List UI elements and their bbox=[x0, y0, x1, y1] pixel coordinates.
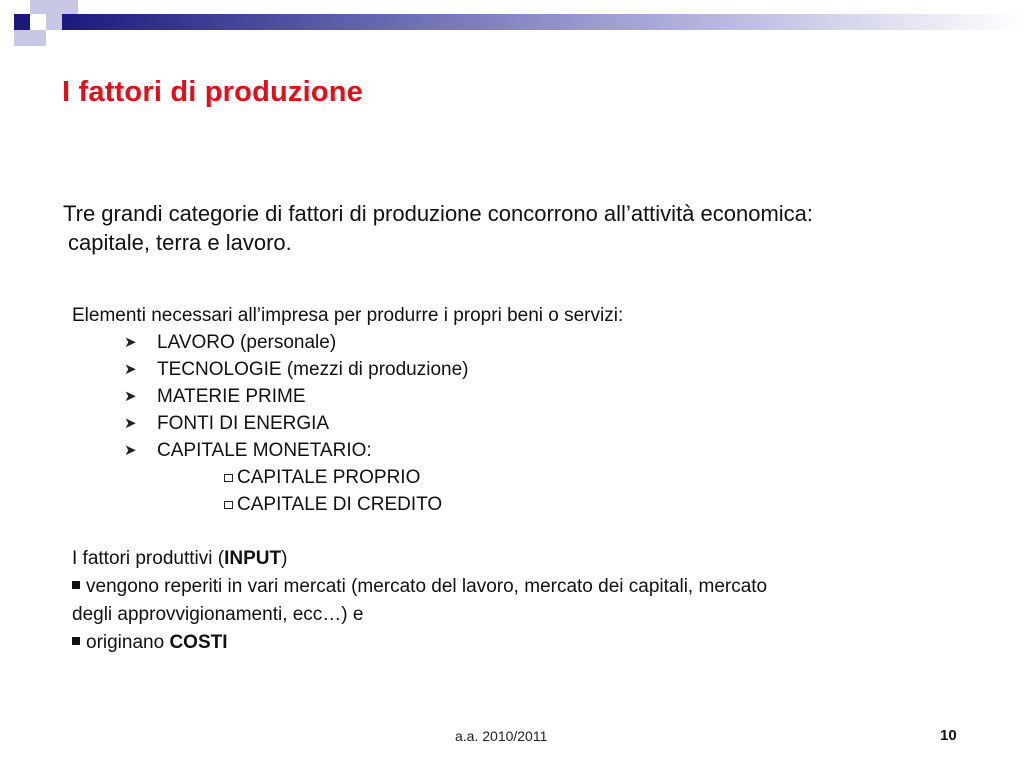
elements-lead: Elementi necessari all’impresa per produrre i propri beni o servizi: bbox=[72, 305, 624, 326]
slide-title: I fattori di produzione bbox=[62, 76, 364, 108]
arrow-bullet-icon: ➤ bbox=[124, 388, 137, 405]
sub-list-item bbox=[72, 491, 623, 518]
inputs-point-2-text: originano bbox=[86, 632, 170, 653]
slide-number: 10 bbox=[940, 727, 957, 744]
list-item bbox=[72, 410, 623, 437]
list-item bbox=[72, 329, 623, 356]
list-item bbox=[72, 356, 623, 383]
intro-line-1: Tre grandi categorie di fattori di produzione concorrono all’attività economica: bbox=[63, 201, 814, 226]
hollow-square-bullet-icon bbox=[224, 474, 233, 482]
header-decoration bbox=[0, 0, 1024, 60]
list-item-label: LAVORO (personale) bbox=[157, 332, 337, 353]
inputs-lead-text: I fattori produttivi ( bbox=[72, 548, 225, 569]
sub-list-item-label: CAPITALE PROPRIO bbox=[237, 467, 421, 488]
inputs-lead bbox=[72, 545, 952, 573]
list-item-label: MATERIE PRIME bbox=[157, 386, 306, 407]
list-item bbox=[72, 383, 623, 410]
inputs-lead-close: ) bbox=[281, 548, 288, 569]
inputs-point-1 bbox=[72, 573, 952, 601]
list-item bbox=[72, 437, 623, 464]
arrow-bullet-icon: ➤ bbox=[124, 334, 137, 351]
list-item-label: TECNOLOGIE (mezzi di produzione) bbox=[157, 359, 469, 380]
inputs-point-2 bbox=[72, 629, 952, 657]
intro-line-2: capitale, terra e lavoro. bbox=[68, 230, 292, 255]
hollow-square-bullet-icon bbox=[224, 501, 233, 509]
inputs-point-2-bold: COSTI bbox=[169, 632, 228, 653]
inputs-section bbox=[72, 545, 952, 657]
inputs-point-1-cont: degli approvvigionamenti, ecc…) e bbox=[72, 604, 364, 625]
sub-list-item bbox=[72, 464, 623, 491]
inputs-lead-bold: INPUT bbox=[224, 548, 282, 569]
arrow-bullet-icon: ➤ bbox=[124, 361, 137, 378]
filled-square-bullet-icon bbox=[72, 637, 80, 645]
inputs-point-1-text: vengono reperiti in vari mercati (mercato del lavoro, mercato dei capitali, mercato bbox=[86, 576, 768, 597]
list-item-label: FONTI DI ENERGIA bbox=[157, 413, 330, 434]
sub-list-item-label: CAPITALE DI CREDITO bbox=[237, 494, 443, 515]
footer-academic-year: a.a. 2010/2011 bbox=[455, 728, 548, 744]
elements-list bbox=[72, 329, 623, 464]
list-item-label: CAPITALE MONETARIO: bbox=[157, 440, 372, 461]
production-elements bbox=[72, 302, 623, 518]
filled-square-bullet-icon bbox=[72, 581, 80, 589]
arrow-bullet-icon: ➤ bbox=[124, 442, 137, 459]
arrow-bullet-icon: ➤ bbox=[124, 415, 137, 432]
intro-paragraph bbox=[63, 199, 983, 257]
